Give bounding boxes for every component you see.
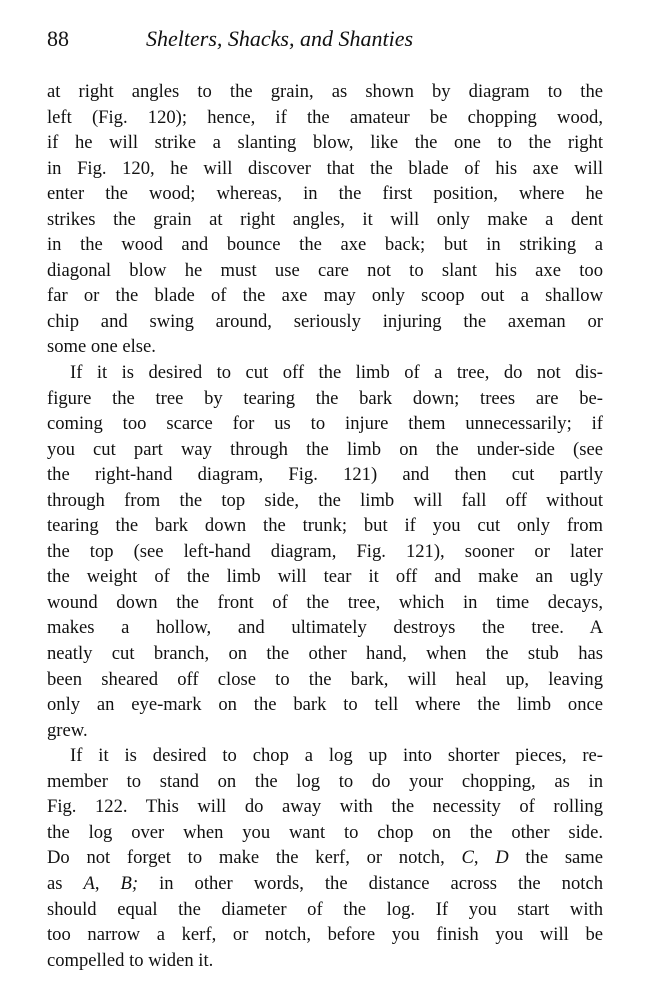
text-line: far or the blade of the axe may only scoop out a shallow xyxy=(47,285,603,307)
body-text xyxy=(47,79,603,973)
text-line: diagonal blow he must use care not to slant his axe too xyxy=(47,259,603,281)
text-line: the log over when you want to chop on the other side. xyxy=(47,821,603,843)
text-line: tearing the bark down the trunk; but if you cut only from xyxy=(47,515,603,537)
paragraph xyxy=(47,360,603,743)
text-line: makes a hollow, and ultimately destroys the tree. A xyxy=(47,617,603,639)
text-line: compelled to widen it. xyxy=(47,949,214,971)
text-line: been sheared off close to the bark, will heal up, leaving xyxy=(47,668,603,690)
text-line: should equal the diameter of the log. If you start with xyxy=(47,898,603,920)
text-line: chip and swing around, seriously injuring the axeman or xyxy=(47,310,603,332)
text-line: neatly cut branch, on the other hand, when the stub has xyxy=(47,643,603,665)
text-line: at right angles to the grain, as shown by diagram to the xyxy=(47,81,603,102)
text-line: wound down the front of the tree, which in time decays, xyxy=(47,591,603,613)
text-line: strikes the grain at right angles, it will only make a dent xyxy=(47,208,603,230)
text-line: in Fig. 120, he will discover that the blade of his axe will xyxy=(47,157,603,179)
text-line: enter the wood; whereas, in the first position, where he xyxy=(47,183,603,205)
text-line: only an eye-mark on the bark to tell where the limb once xyxy=(47,694,603,716)
text-line: figure the tree by tearing the bark down; trees are be- xyxy=(47,387,603,409)
text-line: member to stand on the log to do your chopping, as in xyxy=(47,770,603,792)
page-header xyxy=(47,26,607,56)
text-line: If it is desired to cut off the limb of a tree, do not dis- xyxy=(70,362,603,384)
text-line: as A, B; in other words, the distance across the notch xyxy=(47,872,603,894)
text-line: too narrow a kerf, or notch, before you finish you will be xyxy=(47,924,603,946)
text-line: if he will strike a slanting blow, like the one to the right xyxy=(47,132,603,154)
text-line: left (Fig. 120); hence, if the amateur be chopping wood, xyxy=(47,106,603,128)
text-line: the weight of the limb will tear it off and make an ugly xyxy=(47,566,603,588)
text-line: coming too scarce for us to injure them unnecessarily; if xyxy=(47,413,603,435)
running-title: Shelters, Shacks, and Shanties xyxy=(146,26,414,51)
text-line: the right-hand diagram, Fig. 121) and then cut partly xyxy=(47,464,603,486)
text-line: you cut part way through the limb on the under-side (see xyxy=(47,438,603,460)
text-line: Do not forget to make the kerf, or notch, C, D the same xyxy=(47,847,603,869)
text-line: through from the top side, the limb will fall off without xyxy=(47,489,603,511)
text-line: the top (see left-hand diagram, Fig. 121), sooner or later xyxy=(47,540,603,562)
paragraph xyxy=(47,743,603,973)
text-line: grew. xyxy=(47,719,88,741)
text-line: Fig. 122. This will do away with the necessity of rolling xyxy=(47,796,603,818)
text-line: If it is desired to chop a log up into shorter pieces, re- xyxy=(70,745,603,767)
paragraph xyxy=(47,79,603,360)
text-line: in the wood and bounce the axe back; but in striking a xyxy=(47,234,603,256)
page-number: 88 xyxy=(47,26,69,51)
text-line: some one else. xyxy=(47,336,156,358)
